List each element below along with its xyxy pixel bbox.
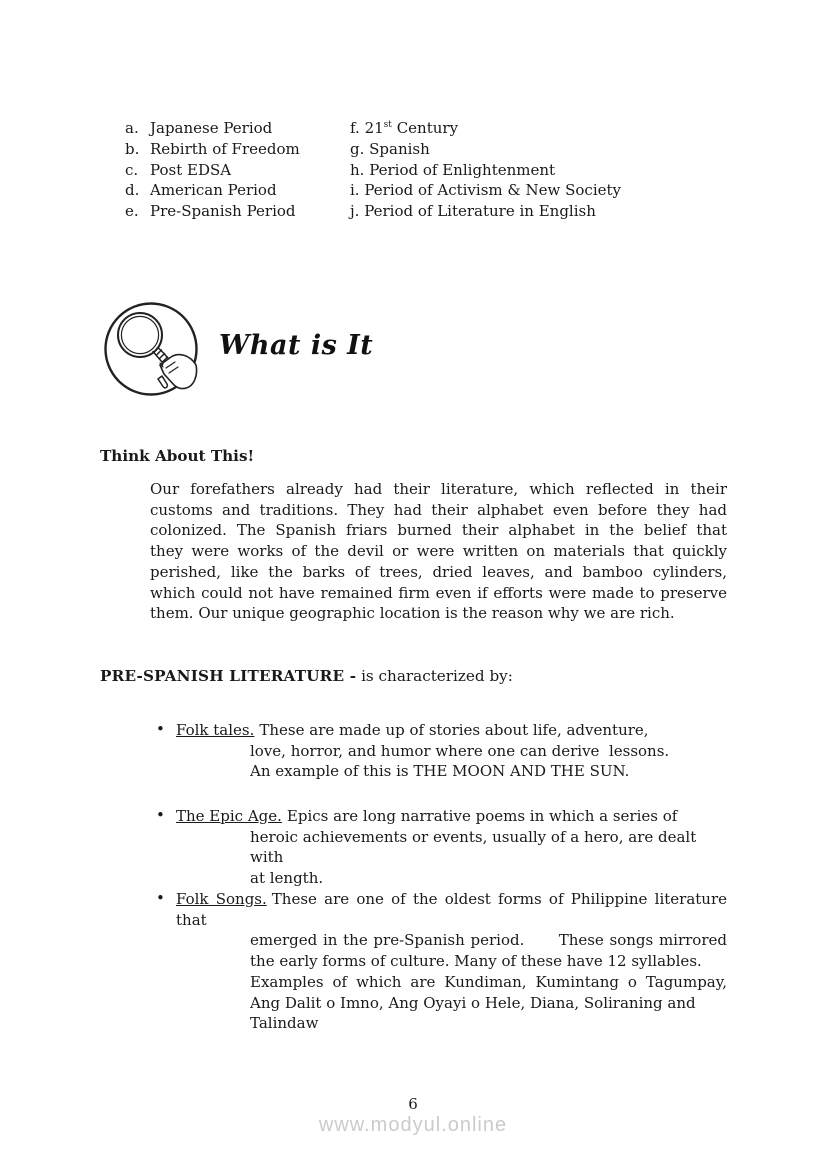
paragraph-line: they were works of the devil or were written on materials that quickly: [150, 542, 727, 561]
bullet-first-line: [176, 806, 727, 827]
bullet-icon: •: [156, 889, 165, 907]
paragraph-line: customs and traditions. They had their alphabet even before they had: [150, 500, 727, 519]
bullet-first-line: [176, 889, 727, 930]
bullet-line: Ang Dalit o Imno, Ang Oyayi o Hele, Diana, Soliraning and: [250, 993, 696, 1012]
item-letter: i.: [350, 181, 360, 200]
list-item: [125, 139, 300, 160]
list-item: [350, 118, 621, 139]
bullet-title: Folk Songs.: [176, 890, 267, 908]
item-text: Pre-Spanish Period: [150, 202, 296, 221]
paragraph-line: perished, like the barks of trees, dried leaves, and bamboo cylinders,: [150, 562, 727, 581]
list-item: [350, 139, 621, 160]
item-letter: j.: [350, 202, 360, 221]
list-item: [125, 160, 300, 181]
list-item: [350, 201, 621, 222]
item-letter: c.: [125, 160, 139, 179]
bullet-folk-songs: [155, 889, 727, 1034]
item-text: Spanish: [369, 139, 430, 158]
item-letter: f.: [350, 119, 360, 137]
bullet-text: These are made up of stories about life, adventure,: [259, 721, 649, 739]
bullet-text: Epics are long narrative poems in which a series of: [286, 807, 678, 825]
item-letter: b.: [125, 139, 140, 158]
bullet-line: Talindaw: [250, 1014, 319, 1033]
item-letter: a.: [125, 119, 139, 137]
bullet-line: heroic achievements or events, usually of a hero, are dealt with: [250, 827, 697, 867]
matching-list-right: [350, 118, 621, 222]
bullet-icon: •: [156, 720, 165, 738]
paragraph-line: which could not have remained firm even if efforts were made to preserve: [150, 583, 727, 602]
bullet-first-line: [176, 720, 727, 741]
list-item: [125, 118, 300, 139]
list-item: [125, 180, 300, 201]
heading-rest: is characterized by:: [361, 667, 513, 685]
item-letter: d.: [125, 181, 140, 200]
superscript: st: [383, 120, 392, 130]
item-text: American Period: [150, 181, 277, 200]
item-text: Post EDSA: [150, 160, 232, 179]
bullet-text: These are one of the oldest forms of Philippine literature that: [176, 890, 728, 929]
list-item: [125, 201, 300, 222]
item-text: Rebirth of Freedom: [150, 139, 300, 158]
item-text: Century: [391, 119, 459, 137]
bullet-line: the early forms of culture. Many of these have 12 syllables.: [250, 952, 702, 971]
bullet-line: emerged in the pre-Spanish period. These songs mirrored: [250, 931, 727, 950]
magnifier-hand-icon: [104, 302, 204, 402]
paragraph-line: colonized. The Spanish friars burned their alphabet in the belief that: [150, 521, 727, 540]
page-number: 6: [408, 1095, 418, 1113]
item-text: Japanese Period: [150, 119, 273, 137]
matching-list-left: [125, 118, 300, 222]
list-item: [350, 160, 621, 181]
bullet-line: love, horror, and humor where one can derive lessons.: [250, 741, 670, 760]
item-text: Period of Activism & New Society: [364, 181, 622, 200]
think-about-paragraph: [150, 479, 727, 624]
item-letter: e.: [125, 202, 139, 221]
paragraph-line: them. Our unique geographic location is the reason why we are rich.: [150, 604, 675, 623]
bullet-epic-age: [155, 806, 727, 889]
bullet-line: An example of this is THE MOON AND THE SUN.: [250, 762, 630, 781]
bullet-icon: •: [156, 806, 165, 824]
bullet-title: Folk tales.: [176, 721, 255, 739]
think-about-heading: Think About This!: [100, 447, 255, 465]
heading-bold: PRE-SPANISH LITERATURE -: [100, 667, 357, 685]
item-letter: g.: [350, 139, 365, 158]
bullet-line: at length.: [250, 869, 324, 888]
bullet-folk-tales: [155, 720, 727, 782]
item-text: Period of Literature in English: [364, 202, 596, 221]
paragraph-line: Our forefathers already had their literature, which reflected in their: [150, 480, 727, 498]
watermark: www.modyul.online: [318, 1114, 508, 1136]
item-text: Period of Enlightenment: [369, 160, 556, 179]
list-item: [350, 180, 621, 201]
item-letter: h.: [350, 160, 365, 179]
pre-spanish-heading: [100, 666, 513, 687]
item-text: 21: [364, 119, 384, 137]
bullet-line: Examples of which are Kundiman, Kumintang o Tagumpay,: [250, 972, 727, 991]
bullet-title: The Epic Age.: [176, 807, 282, 825]
section-title: What is It: [219, 330, 374, 361]
